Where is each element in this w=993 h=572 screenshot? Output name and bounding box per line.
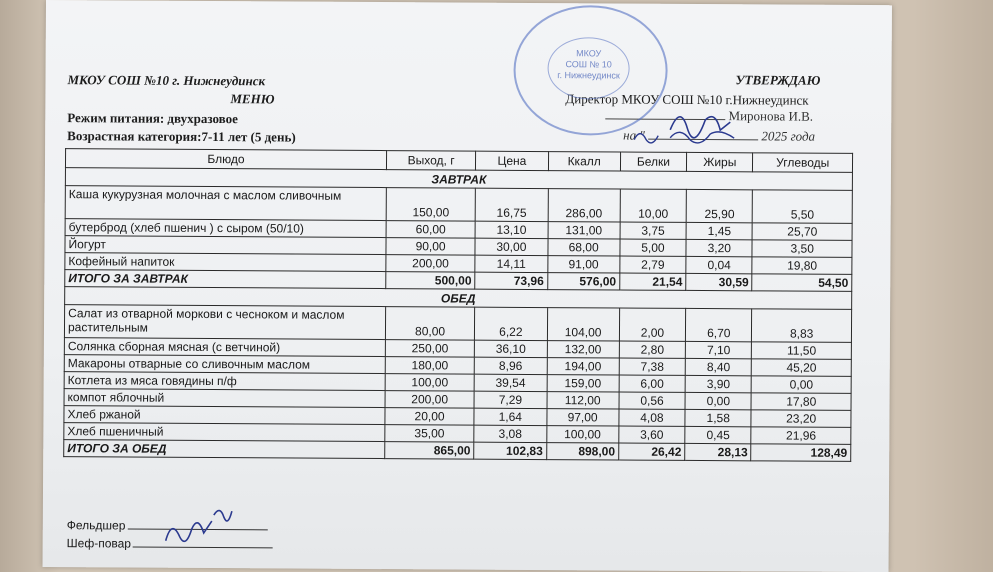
cell-price: 1,64 <box>474 408 546 425</box>
age-category: Возрастная категория:7-11 лет (5 день) <box>67 128 296 145</box>
cell-carbs: 0,00 <box>752 376 852 394</box>
cell-protein: 5,00 <box>620 239 686 256</box>
col-protein: Белки <box>620 152 686 171</box>
approval-date <box>623 128 815 145</box>
cell-fat: 0,00 <box>685 392 751 409</box>
cell-protein: 3,60 <box>619 426 685 443</box>
cell-yield: 80,00 <box>385 307 474 341</box>
total-label: ИТОГО ЗА ОБЕД <box>64 440 385 459</box>
chef-label: Шеф-повар <box>66 536 132 551</box>
cell-fat: 3,20 <box>686 239 752 256</box>
dish-name: Солянка сборная мясная (с ветчиной) <box>64 338 385 357</box>
meal-regime: Режим питания: двухразовое <box>67 110 238 127</box>
cell-protein: 3,75 <box>620 222 686 239</box>
cell-fat: 1,58 <box>685 409 751 426</box>
cell-kcal: 100,00 <box>546 426 618 443</box>
total-protein: 21,54 <box>620 273 686 290</box>
total-fat: 30,59 <box>686 273 752 290</box>
col-price: Цена <box>476 151 548 170</box>
cell-kcal: 68,00 <box>547 239 619 256</box>
school-stamp <box>513 5 668 136</box>
cell-kcal: 112,00 <box>547 392 619 409</box>
date-year: 2025 года <box>761 128 816 144</box>
director-title: Директор МКОУ СОШ №10 г.Нижнеудинск <box>565 91 809 108</box>
cell-protein: 2,80 <box>619 341 685 358</box>
dish-name: бутерброд (хлеб пшенич ) с сыром (50/10) <box>65 219 386 238</box>
menu-table <box>63 148 853 462</box>
cell-protein: 0,56 <box>619 392 685 409</box>
dish-name: Йогурт <box>65 236 386 255</box>
total-carbs: 54,50 <box>752 274 852 292</box>
menu-title: МЕНЮ <box>230 91 275 107</box>
total-yield: 500,00 <box>386 272 475 290</box>
cell-price: 6,22 <box>475 307 547 340</box>
cell-fat: 6,70 <box>686 308 753 341</box>
total-price: 73,96 <box>475 272 547 289</box>
cell-kcal: 131,00 <box>548 222 620 239</box>
cell-fat: 0,45 <box>685 426 751 443</box>
director-name: Миронова И.В. <box>728 108 814 124</box>
cell-yield: 180,00 <box>385 357 474 375</box>
cell-fat: 8,40 <box>685 358 751 375</box>
cell-price: 7,29 <box>474 391 546 408</box>
total-protein: 26,42 <box>618 443 684 460</box>
table-row <box>64 305 851 343</box>
section-title: ОБЕД <box>65 287 852 310</box>
dish-name: Кофейный напиток <box>65 253 386 272</box>
col-yield: Выход, г <box>386 151 475 171</box>
cell-protein: 2,79 <box>620 256 686 273</box>
cell-fat: 7,10 <box>685 341 751 358</box>
cell-yield: 200,00 <box>385 391 474 409</box>
cell-protein: 6,00 <box>619 375 685 392</box>
feldsher-signature <box>67 518 268 533</box>
stamp-line-1: МКОУ <box>576 48 602 59</box>
cell-carbs: 11,50 <box>752 342 852 360</box>
dish-name: Каша кукурузная молочная с маслом сливочным <box>65 186 386 221</box>
cell-carbs: 45,20 <box>752 359 852 377</box>
dish-name: Хлеб пшеничный <box>64 423 385 442</box>
feldsher-label: Фельдшер <box>66 518 126 533</box>
menu-sheet <box>43 0 892 572</box>
total-kcal: 576,00 <box>547 273 619 290</box>
cell-kcal: 194,00 <box>547 358 619 375</box>
cell-carbs: 17,80 <box>751 393 851 411</box>
cell-carbs: 3,50 <box>752 240 852 258</box>
cell-fat: 1,45 <box>686 222 752 239</box>
col-dish: Блюдо <box>65 149 386 170</box>
cell-carbs: 21,96 <box>751 427 851 445</box>
cell-yield: 60,00 <box>386 221 475 239</box>
dish-name: Котлета из мяса говядины п/ф <box>64 372 385 391</box>
cell-kcal: 159,00 <box>547 375 619 392</box>
cell-yield: 35,00 <box>385 425 474 443</box>
cell-carbs: 25,70 <box>753 223 853 241</box>
total-kcal: 898,00 <box>546 443 618 460</box>
cell-price: 8,96 <box>474 357 546 374</box>
col-kcal: Ккалл <box>548 152 620 171</box>
cell-fat: 0,04 <box>686 256 752 273</box>
cell-yield: 200,00 <box>386 255 475 273</box>
stamp-center <box>547 37 629 99</box>
cell-kcal: 91,00 <box>547 256 619 273</box>
total-label: ИТОГО ЗА ЗАВТРАК <box>65 270 386 289</box>
cell-yield: 20,00 <box>385 408 474 426</box>
cell-price: 16,75 <box>475 188 547 221</box>
cell-fat: 3,90 <box>685 375 751 392</box>
cell-kcal: 97,00 <box>546 409 618 426</box>
cell-protein: 2,00 <box>619 308 686 341</box>
total-carbs: 128,49 <box>751 444 851 462</box>
approval-title: УТВЕРЖДАЮ <box>735 72 821 88</box>
dish-name: Макароны отварные со сливочным маслом <box>64 355 385 374</box>
cell-price: 3,08 <box>474 425 546 442</box>
cell-price: 36,10 <box>475 340 547 357</box>
total-price: 102,83 <box>474 442 546 459</box>
total-fat: 28,13 <box>685 443 751 460</box>
dish-name: Салат из отварной моркови с чесноком и маслом растительным <box>64 305 385 340</box>
cell-protein: 7,38 <box>619 358 685 375</box>
lunch-total-row <box>64 440 851 462</box>
dish-name: Хлеб ржаной <box>64 406 385 425</box>
cell-price: 39,54 <box>474 374 546 391</box>
dish-name: компот яблочный <box>64 389 385 408</box>
stamp-line-3: г. Нижнеудинск <box>557 70 620 81</box>
cell-yield: 250,00 <box>385 340 474 358</box>
table-row <box>65 186 852 224</box>
col-carbs: Углеводы <box>753 153 853 173</box>
cell-price: 30,00 <box>475 238 547 255</box>
cell-protein: 10,00 <box>620 189 687 222</box>
cell-kcal: 286,00 <box>548 189 620 222</box>
total-yield: 865,00 <box>385 442 474 460</box>
chef-signature <box>67 536 273 551</box>
cell-yield: 100,00 <box>385 374 474 392</box>
cell-yield: 90,00 <box>386 238 475 256</box>
org-name: МКОУ СОШ №10 г. Нижнеудинск <box>67 72 266 89</box>
cell-carbs: 19,80 <box>752 257 852 275</box>
cell-carbs: 8,83 <box>752 309 852 343</box>
col-fat: Жиры <box>687 152 753 171</box>
stamp-line-2: СОШ № 10 <box>565 59 612 70</box>
cell-protein: 4,08 <box>619 409 685 426</box>
section-title: ЗАВТРАК <box>65 168 852 191</box>
cell-yield: 150,00 <box>386 188 475 222</box>
date-prefix: на " <box>623 127 645 143</box>
cell-price: 14,11 <box>475 255 547 272</box>
cell-carbs: 5,50 <box>753 190 853 224</box>
cell-kcal: 132,00 <box>547 341 619 358</box>
cell-price: 13,10 <box>475 221 547 238</box>
cell-kcal: 104,00 <box>547 308 619 341</box>
cell-fat: 25,90 <box>686 189 753 222</box>
cell-carbs: 23,20 <box>751 410 851 428</box>
